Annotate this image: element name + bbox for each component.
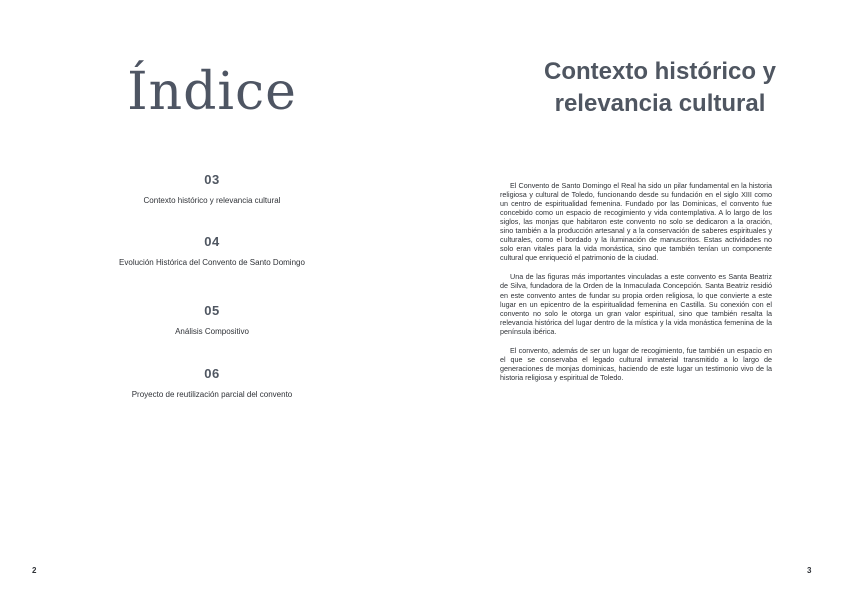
paragraph: El Convento de Santo Domingo el Real ha sido un pilar fundamental en la historia religiosa y cultural de Toledo, funcionando desde su fundación en el siglo XIII como un centro de espiritualidad femenina. Fundado por las Dominicas, el convento fue concebido como un espacio de recogimiento y vida contemplativa. A lo largo de los siglos, las monjas que habitaron este convento no solo se dedicaron a la oración, sino también a la producción artesanal y a la conservación de saberes espirituales y culturales, como el bordado y la iluminación de manuscritos. Estas actividades no solo eran vitales para la vida monástica, sino que también tenían un componente cultural que enriqueció el patrimonio de la ciudad. [500,181,772,263]
toc-item-number: 04 [204,234,220,249]
section-title-line: relevancia cultural [554,90,766,117]
paragraph: Una de las figuras más importantes vinculadas a este convento es Santa Beatriz de Silva, fundadora de la Orden de la Inmaculada Concepción. Santa Beatriz residió en este convento antes de fundar su propia orden religiosa, lo que convierte a este lugar en un epicentro de la espiritualidad femenina en Castilla. Su conexión con el convento no solo le otorga un gran valor espiritual, sino que también resalta la relevancia histórica del lugar dentro de la mística y la vida monástica femenina de la península ibérica. [500,272,772,336]
toc-item-number: 03 [204,172,220,187]
toc-item-03[interactable] [0,172,424,205]
paragraph: El convento, además de ser un lugar de recogimiento, fue también un espacio en el que se conservaba el legado cultural inmaterial transmitido a lo largo de generaciones de monjas dominicas, haciendo de este lugar un testimonio vivo de la historia religiosa y espiritual de Toledo. [500,345,772,382]
toc-item-label: Evolución Histórica del Convento de Santo Domingo [119,258,305,267]
page-number: 2 [32,566,37,575]
toc-item-label: Proyecto de reutilización parcial del convento [131,390,293,399]
section-title [480,56,840,120]
toc-item-04[interactable] [0,234,424,267]
body-text [500,181,772,392]
page-number: 3 [807,566,812,575]
toc-item-number: 06 [204,366,220,381]
right-page [424,0,848,600]
section-title-line: Contexto histórico y [543,58,777,85]
toc-item-label: Contexto histórico y relevancia cultural [143,196,281,205]
toc-item-label: Análisis Compositivo [175,327,249,336]
toc-item-06[interactable] [0,366,424,399]
toc-item-number: 05 [204,303,220,318]
index-title: Índice [127,62,297,122]
toc-item-05[interactable] [0,303,424,336]
